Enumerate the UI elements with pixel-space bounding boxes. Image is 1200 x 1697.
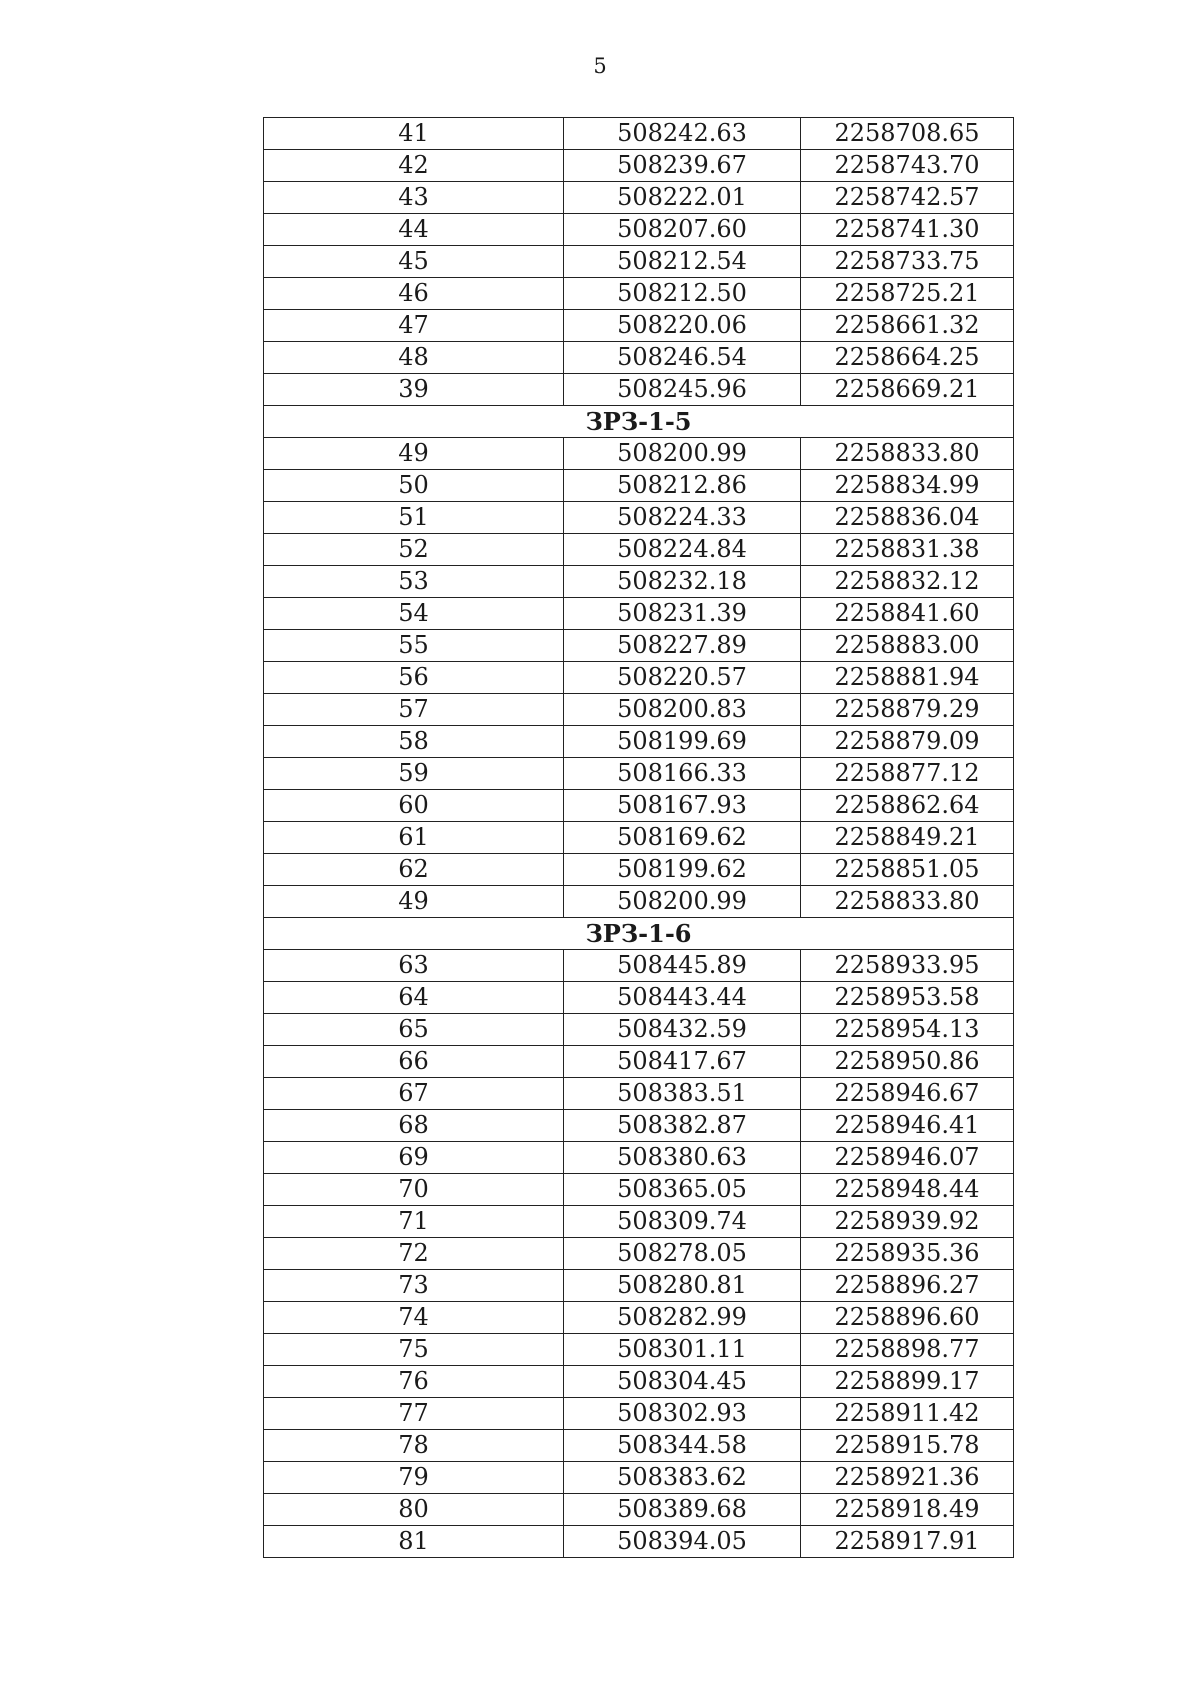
table-row — [264, 1430, 1014, 1462]
y-coordinate-cell: 2258725.21 — [801, 278, 1014, 310]
y-coordinate-cell: 2258841.60 — [801, 598, 1014, 630]
point-number-cell: 55 — [264, 630, 564, 662]
table-row — [264, 662, 1014, 694]
y-coordinate-cell: 2258953.58 — [801, 982, 1014, 1014]
point-number-cell: 59 — [264, 758, 564, 790]
y-coordinate-cell: 2258661.32 — [801, 310, 1014, 342]
x-coordinate-cell: 508199.69 — [564, 726, 801, 758]
point-number-cell: 58 — [264, 726, 564, 758]
page-number: 5 — [593, 54, 607, 78]
y-coordinate-cell: 2258877.12 — [801, 758, 1014, 790]
x-coordinate-cell: 508383.62 — [564, 1462, 801, 1494]
table-row — [264, 566, 1014, 598]
x-coordinate-cell: 508220.57 — [564, 662, 801, 694]
table-row — [264, 1526, 1014, 1558]
y-coordinate-cell: 2258883.00 — [801, 630, 1014, 662]
x-coordinate-cell: 508282.99 — [564, 1302, 801, 1334]
point-number-cell: 80 — [264, 1494, 564, 1526]
point-number-cell: 46 — [264, 278, 564, 310]
point-number-cell: 47 — [264, 310, 564, 342]
x-coordinate-cell: 508224.33 — [564, 502, 801, 534]
point-number-cell: 39 — [264, 374, 564, 406]
point-number-cell: 76 — [264, 1366, 564, 1398]
point-number-cell: 44 — [264, 214, 564, 246]
table-row — [264, 950, 1014, 982]
point-number-cell: 70 — [264, 1174, 564, 1206]
y-coordinate-cell: 2258935.36 — [801, 1238, 1014, 1270]
x-coordinate-cell: 508200.99 — [564, 886, 801, 918]
y-coordinate-cell: 2258933.95 — [801, 950, 1014, 982]
x-coordinate-cell: 508245.96 — [564, 374, 801, 406]
x-coordinate-cell: 508212.54 — [564, 246, 801, 278]
point-number-cell: 75 — [264, 1334, 564, 1366]
point-number-cell: 43 — [264, 182, 564, 214]
x-coordinate-cell: 508417.67 — [564, 1046, 801, 1078]
x-coordinate-cell: 508380.63 — [564, 1142, 801, 1174]
x-coordinate-cell: 508383.51 — [564, 1078, 801, 1110]
x-coordinate-cell: 508212.50 — [564, 278, 801, 310]
y-coordinate-cell: 2258918.49 — [801, 1494, 1014, 1526]
y-coordinate-cell: 2258832.12 — [801, 566, 1014, 598]
point-number-cell: 61 — [264, 822, 564, 854]
y-coordinate-cell: 2258836.04 — [801, 502, 1014, 534]
table-row — [264, 118, 1014, 150]
x-coordinate-cell: 508344.58 — [564, 1430, 801, 1462]
point-number-cell: 54 — [264, 598, 564, 630]
y-coordinate-cell: 2258917.91 — [801, 1526, 1014, 1558]
y-coordinate-cell: 2258733.75 — [801, 246, 1014, 278]
y-coordinate-cell: 2258849.21 — [801, 822, 1014, 854]
section-title: ЗРЗ-1-6 — [264, 918, 1014, 950]
point-number-cell: 42 — [264, 150, 564, 182]
point-number-cell: 71 — [264, 1206, 564, 1238]
y-coordinate-cell: 2258881.94 — [801, 662, 1014, 694]
table-row — [264, 1270, 1014, 1302]
x-coordinate-cell: 508443.44 — [564, 982, 801, 1014]
x-coordinate-cell: 508302.93 — [564, 1398, 801, 1430]
x-coordinate-cell: 508231.39 — [564, 598, 801, 630]
y-coordinate-cell: 2258911.42 — [801, 1398, 1014, 1430]
point-number-cell: 68 — [264, 1110, 564, 1142]
section-header-row — [264, 406, 1014, 438]
table-row — [264, 694, 1014, 726]
x-coordinate-cell: 508222.01 — [564, 182, 801, 214]
y-coordinate-cell: 2258946.41 — [801, 1110, 1014, 1142]
x-coordinate-cell: 508301.11 — [564, 1334, 801, 1366]
table-row — [264, 790, 1014, 822]
table-row — [264, 182, 1014, 214]
y-coordinate-cell: 2258948.44 — [801, 1174, 1014, 1206]
x-coordinate-cell: 508239.67 — [564, 150, 801, 182]
table-row — [264, 886, 1014, 918]
table-row — [264, 822, 1014, 854]
y-coordinate-cell: 2258669.21 — [801, 374, 1014, 406]
table-row — [264, 598, 1014, 630]
x-coordinate-cell: 508445.89 — [564, 950, 801, 982]
x-coordinate-cell: 508224.84 — [564, 534, 801, 566]
y-coordinate-cell: 2258896.27 — [801, 1270, 1014, 1302]
y-coordinate-cell: 2258743.70 — [801, 150, 1014, 182]
x-coordinate-cell: 508394.05 — [564, 1526, 801, 1558]
x-coordinate-cell: 508304.45 — [564, 1366, 801, 1398]
y-coordinate-cell: 2258833.80 — [801, 438, 1014, 470]
y-coordinate-cell: 2258946.67 — [801, 1078, 1014, 1110]
point-number-cell: 45 — [264, 246, 564, 278]
table-row — [264, 534, 1014, 566]
x-coordinate-cell: 508207.60 — [564, 214, 801, 246]
x-coordinate-cell: 508199.62 — [564, 854, 801, 886]
point-number-cell: 48 — [264, 342, 564, 374]
y-coordinate-cell: 2258879.09 — [801, 726, 1014, 758]
x-coordinate-cell: 508200.99 — [564, 438, 801, 470]
table-row — [264, 726, 1014, 758]
table-row — [264, 758, 1014, 790]
x-coordinate-cell: 508169.62 — [564, 822, 801, 854]
table-row — [264, 150, 1014, 182]
point-number-cell: 65 — [264, 1014, 564, 1046]
point-number-cell: 74 — [264, 1302, 564, 1334]
y-coordinate-cell: 2258742.57 — [801, 182, 1014, 214]
y-coordinate-cell: 2258664.25 — [801, 342, 1014, 374]
table-row — [264, 1014, 1014, 1046]
table-row — [264, 1494, 1014, 1526]
point-number-cell: 64 — [264, 982, 564, 1014]
y-coordinate-cell: 2258834.99 — [801, 470, 1014, 502]
x-coordinate-cell: 508309.74 — [564, 1206, 801, 1238]
table-row — [264, 1206, 1014, 1238]
x-coordinate-cell: 508242.63 — [564, 118, 801, 150]
x-coordinate-cell: 508432.59 — [564, 1014, 801, 1046]
table-row — [264, 1462, 1014, 1494]
x-coordinate-cell: 508227.89 — [564, 630, 801, 662]
x-coordinate-cell: 508365.05 — [564, 1174, 801, 1206]
point-number-cell: 81 — [264, 1526, 564, 1558]
table-row — [264, 1366, 1014, 1398]
y-coordinate-cell: 2258915.78 — [801, 1430, 1014, 1462]
x-coordinate-cell: 508200.83 — [564, 694, 801, 726]
y-coordinate-cell: 2258862.64 — [801, 790, 1014, 822]
point-number-cell: 69 — [264, 1142, 564, 1174]
point-number-cell: 62 — [264, 854, 564, 886]
table-row — [264, 1238, 1014, 1270]
table-row — [264, 502, 1014, 534]
table-row — [264, 1142, 1014, 1174]
x-coordinate-cell: 508280.81 — [564, 1270, 801, 1302]
y-coordinate-cell: 2258950.86 — [801, 1046, 1014, 1078]
table-row — [264, 278, 1014, 310]
point-number-cell: 66 — [264, 1046, 564, 1078]
point-number-cell: 56 — [264, 662, 564, 694]
table-row — [264, 1174, 1014, 1206]
point-number-cell: 77 — [264, 1398, 564, 1430]
point-number-cell: 49 — [264, 886, 564, 918]
point-number-cell: 73 — [264, 1270, 564, 1302]
table-row — [264, 1302, 1014, 1334]
table-row — [264, 342, 1014, 374]
x-coordinate-cell: 508212.86 — [564, 470, 801, 502]
point-number-cell: 50 — [264, 470, 564, 502]
y-coordinate-cell: 2258708.65 — [801, 118, 1014, 150]
coordinates-table-body — [264, 118, 1014, 1558]
section-title: ЗРЗ-1-5 — [264, 406, 1014, 438]
point-number-cell: 60 — [264, 790, 564, 822]
table-row — [264, 982, 1014, 1014]
x-coordinate-cell: 508167.93 — [564, 790, 801, 822]
point-number-cell: 41 — [264, 118, 564, 150]
y-coordinate-cell: 2258896.60 — [801, 1302, 1014, 1334]
y-coordinate-cell: 2258879.29 — [801, 694, 1014, 726]
y-coordinate-cell: 2258939.92 — [801, 1206, 1014, 1238]
table-row — [264, 310, 1014, 342]
table-row — [264, 214, 1014, 246]
x-coordinate-cell: 508278.05 — [564, 1238, 801, 1270]
point-number-cell: 72 — [264, 1238, 564, 1270]
y-coordinate-cell: 2258921.36 — [801, 1462, 1014, 1494]
coordinates-table — [263, 117, 1014, 1558]
point-number-cell: 51 — [264, 502, 564, 534]
x-coordinate-cell: 508166.33 — [564, 758, 801, 790]
table-row — [264, 854, 1014, 886]
x-coordinate-cell: 508382.87 — [564, 1110, 801, 1142]
table-row — [264, 1046, 1014, 1078]
table-row — [264, 438, 1014, 470]
point-number-cell: 79 — [264, 1462, 564, 1494]
table-row — [264, 1110, 1014, 1142]
section-header-row — [264, 918, 1014, 950]
point-number-cell: 67 — [264, 1078, 564, 1110]
table-row — [264, 1398, 1014, 1430]
table-row — [264, 246, 1014, 278]
point-number-cell: 57 — [264, 694, 564, 726]
y-coordinate-cell: 2258851.05 — [801, 854, 1014, 886]
y-coordinate-cell: 2258946.07 — [801, 1142, 1014, 1174]
y-coordinate-cell: 2258833.80 — [801, 886, 1014, 918]
y-coordinate-cell: 2258741.30 — [801, 214, 1014, 246]
point-number-cell: 52 — [264, 534, 564, 566]
point-number-cell: 49 — [264, 438, 564, 470]
x-coordinate-cell: 508220.06 — [564, 310, 801, 342]
y-coordinate-cell: 2258831.38 — [801, 534, 1014, 566]
point-number-cell: 78 — [264, 1430, 564, 1462]
table-row — [264, 470, 1014, 502]
table-row — [264, 1334, 1014, 1366]
table-row — [264, 1078, 1014, 1110]
y-coordinate-cell: 2258899.17 — [801, 1366, 1014, 1398]
x-coordinate-cell: 508389.68 — [564, 1494, 801, 1526]
x-coordinate-cell: 508246.54 — [564, 342, 801, 374]
point-number-cell: 53 — [264, 566, 564, 598]
table-row — [264, 630, 1014, 662]
x-coordinate-cell: 508232.18 — [564, 566, 801, 598]
y-coordinate-cell: 2258954.13 — [801, 1014, 1014, 1046]
y-coordinate-cell: 2258898.77 — [801, 1334, 1014, 1366]
table-row — [264, 374, 1014, 406]
point-number-cell: 63 — [264, 950, 564, 982]
